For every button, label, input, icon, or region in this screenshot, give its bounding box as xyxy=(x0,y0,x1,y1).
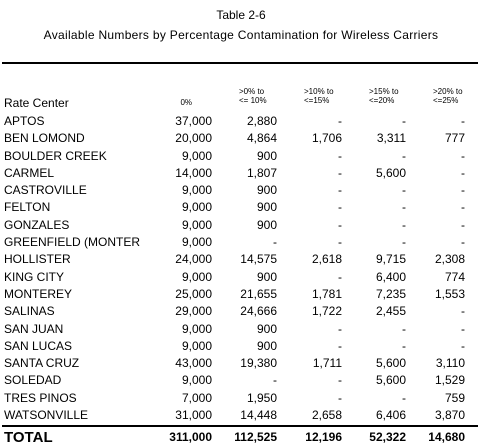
cell-0-to-10-percent: - xyxy=(273,373,277,388)
cell-0-to-10-percent: 4,864 xyxy=(246,131,277,146)
cell-10-to-15-percent: - xyxy=(338,165,342,180)
cell-15-to-20-percent: - xyxy=(402,235,406,250)
cell-0-to-10-percent: 900 xyxy=(256,200,277,215)
table-number: Table 2-6 xyxy=(216,8,266,22)
table-row xyxy=(0,321,482,338)
cell-0-percent: 14,000 xyxy=(175,165,212,180)
table-row xyxy=(0,217,482,234)
table-row xyxy=(0,148,482,165)
cell-20-to-25-percent: - xyxy=(461,321,465,336)
table-row xyxy=(0,407,482,424)
rate-center-name: SAN LUCAS xyxy=(4,338,73,353)
cell-0-to-10-percent: 900 xyxy=(256,269,277,284)
rate-center-name: GONZALES xyxy=(4,217,70,232)
cell-0-to-10-percent: 1,807 xyxy=(246,165,277,180)
header-line: >15% to xyxy=(369,87,399,96)
rate-center-name: TRES PINOS xyxy=(4,390,77,405)
cell-0-percent: 9,000 xyxy=(181,148,212,163)
cell-10-to-15-percent: - xyxy=(338,338,342,353)
rate-center-name: SAN JUAN xyxy=(4,321,64,336)
header-0-to-10-percent xyxy=(239,87,267,105)
cell-10-to-15-percent: 1,706 xyxy=(311,131,342,146)
table-row xyxy=(0,130,482,147)
cell-15-to-20-percent: - xyxy=(402,390,406,405)
cell-10-to-15-percent: - xyxy=(338,200,342,215)
header-rate-center: Rate Center xyxy=(4,96,69,110)
cell-15-to-20-percent: - xyxy=(402,183,406,198)
rate-center-name: GREENFIELD (MONTER xyxy=(4,235,141,250)
total-0-percent: 311,000 xyxy=(169,430,212,444)
header-0-percent: 0% xyxy=(180,98,192,107)
cell-10-to-15-percent: - xyxy=(338,148,342,163)
top-divider xyxy=(2,62,478,64)
header-line: >10% to xyxy=(304,87,334,96)
cell-0-percent: 9,000 xyxy=(181,217,212,232)
cell-20-to-25-percent: 3,110 xyxy=(435,356,465,371)
cell-15-to-20-percent: - xyxy=(402,148,406,163)
cell-0-percent: 31,000 xyxy=(175,408,212,423)
cell-0-percent: 25,000 xyxy=(175,286,212,301)
cell-20-to-25-percent: 1,553 xyxy=(434,286,465,301)
cell-0-to-10-percent: - xyxy=(273,235,277,250)
cell-0-percent: 9,000 xyxy=(181,321,212,336)
cell-15-to-20-percent: 5,600 xyxy=(375,373,406,388)
cell-20-to-25-percent: 777 xyxy=(444,131,465,146)
cell-0-percent: 20,000 xyxy=(175,131,212,146)
header-line: >0% to xyxy=(239,87,265,96)
cell-15-to-20-percent: 9,715 xyxy=(375,252,406,267)
table-row xyxy=(0,390,482,407)
cell-0-percent: 9,000 xyxy=(181,269,212,284)
cell-15-to-20-percent: - xyxy=(402,338,406,353)
cell-0-percent: 9,000 xyxy=(181,183,212,198)
table-row xyxy=(0,165,482,182)
cell-0-percent: 43,000 xyxy=(175,356,212,371)
cell-0-to-10-percent: 2,880 xyxy=(246,114,277,128)
cell-10-to-15-percent: - xyxy=(338,183,342,198)
cell-10-to-15-percent: - xyxy=(338,217,342,232)
total-label: TOTAL xyxy=(4,429,53,446)
cell-20-to-25-percent: - xyxy=(461,165,465,180)
cell-0-percent: 9,000 xyxy=(181,235,212,250)
cell-20-to-25-percent: - xyxy=(461,114,465,128)
cell-15-to-20-percent: 3,311 xyxy=(376,131,406,146)
cell-10-to-15-percent: - xyxy=(338,114,342,128)
rate-center-name: APTOS xyxy=(4,114,45,128)
cell-20-to-25-percent: - xyxy=(461,338,465,353)
cell-10-to-15-percent: - xyxy=(338,321,342,336)
cell-15-to-20-percent: 7,235 xyxy=(375,286,406,301)
cell-0-to-10-percent: 900 xyxy=(256,338,277,353)
cell-20-to-25-percent: 759 xyxy=(444,390,465,405)
cell-10-to-15-percent: 1,722 xyxy=(311,304,342,319)
cell-0-percent: 9,000 xyxy=(181,200,212,215)
cell-10-to-15-percent: - xyxy=(338,269,342,284)
table-row xyxy=(0,355,482,372)
rate-center-name: SALINAS xyxy=(4,304,55,319)
rate-center-name: BEN LOMOND xyxy=(4,131,85,146)
cell-0-to-10-percent: 1,950 xyxy=(246,390,277,405)
cell-15-to-20-percent: - xyxy=(402,200,406,215)
header-line: <=25% xyxy=(433,96,459,105)
cell-15-to-20-percent: - xyxy=(402,217,406,232)
rate-center-name: CASTROVILLE xyxy=(4,183,87,198)
total-divider xyxy=(2,425,478,427)
cell-0-percent: 24,000 xyxy=(175,252,212,267)
cell-10-to-15-percent: - xyxy=(338,373,342,388)
cell-10-to-15-percent: - xyxy=(338,235,342,250)
cell-0-percent: 9,000 xyxy=(181,373,212,388)
cell-10-to-15-percent: 2,618 xyxy=(311,252,342,267)
table-row xyxy=(0,286,482,303)
cell-0-to-10-percent: 900 xyxy=(256,148,277,163)
rate-center-name: SANTA CRUZ xyxy=(4,356,80,371)
cell-0-to-10-percent: 900 xyxy=(256,183,277,198)
cell-15-to-20-percent: 2,455 xyxy=(375,304,406,319)
header-line: <=20% xyxy=(369,96,395,105)
cell-0-to-10-percent: 14,575 xyxy=(240,252,277,267)
cell-10-to-15-percent: 1,711 xyxy=(312,356,342,371)
header-15-to-20-percent xyxy=(369,87,399,105)
cell-15-to-20-percent: 5,600 xyxy=(375,356,406,371)
rate-center-name: BOULDER CREEK xyxy=(4,148,107,163)
table-body xyxy=(0,113,482,424)
cell-15-to-20-percent: 6,400 xyxy=(375,269,406,284)
rate-center-name: WATSONVILLE xyxy=(4,408,89,423)
rate-center-name: KING CITY xyxy=(4,269,65,284)
header-line: >20% to xyxy=(433,87,463,96)
cell-0-to-10-percent: 24,666 xyxy=(240,304,277,319)
cell-20-to-25-percent: - xyxy=(461,235,465,250)
cell-20-to-25-percent: - xyxy=(461,148,465,163)
cell-15-to-20-percent: 5,600 xyxy=(375,165,406,180)
cell-20-to-25-percent: - xyxy=(461,217,465,232)
total-15-to-20-percent: 52,322 xyxy=(369,430,406,444)
cell-20-to-25-percent: - xyxy=(461,183,465,198)
cell-10-to-15-percent: 2,658 xyxy=(311,408,342,423)
table-caption: Available Numbers by Percentage Contamination for Wireless Carriers xyxy=(43,28,439,42)
table-row xyxy=(0,113,482,130)
total-10-to-15-percent: 12,196 xyxy=(305,430,342,444)
cell-10-to-15-percent: 1,781 xyxy=(311,286,342,301)
cell-15-to-20-percent: 6,406 xyxy=(375,408,406,423)
header-10-to-15-percent xyxy=(304,87,334,105)
cell-0-percent: 9,000 xyxy=(181,338,212,353)
total-0-to-10-percent: 112,525 xyxy=(234,430,277,444)
cell-20-to-25-percent: 774 xyxy=(444,269,465,284)
rate-center-name: HOLLISTER xyxy=(4,252,71,267)
cell-0-to-10-percent: 900 xyxy=(256,217,277,232)
table-row xyxy=(0,269,482,286)
table-row xyxy=(0,251,482,268)
total-row xyxy=(0,428,482,447)
cell-0-to-10-percent: 21,655 xyxy=(240,286,277,301)
header-line: <=15% xyxy=(304,96,330,105)
table-row xyxy=(0,372,482,389)
header-line: <= 10% xyxy=(239,96,267,105)
rate-center-name: SOLEDAD xyxy=(4,373,62,388)
cell-0-percent: 37,000 xyxy=(175,114,212,128)
cell-0-percent: 7,000 xyxy=(181,390,212,405)
header-20-to-25-percent xyxy=(433,87,463,105)
rate-center-name: FELTON xyxy=(4,200,51,215)
cell-20-to-25-percent: - xyxy=(461,200,465,215)
table-row xyxy=(0,234,482,251)
cell-0-to-10-percent: 19,380 xyxy=(240,356,277,371)
cell-0-to-10-percent: 900 xyxy=(256,321,277,336)
table-row xyxy=(0,182,482,199)
table-row xyxy=(0,199,482,216)
cell-15-to-20-percent: - xyxy=(402,321,406,336)
cell-20-to-25-percent: - xyxy=(461,304,465,319)
cell-15-to-20-percent: - xyxy=(402,114,406,128)
rate-center-name: MONTEREY xyxy=(4,286,73,301)
total-20-to-25-percent: 14,680 xyxy=(428,430,465,444)
cell-20-to-25-percent: 3,870 xyxy=(434,408,465,423)
cell-0-percent: 29,000 xyxy=(175,304,212,319)
cell-0-to-10-percent: 14,448 xyxy=(240,408,277,423)
cell-20-to-25-percent: 1,529 xyxy=(434,373,465,388)
table-row xyxy=(0,303,482,320)
rate-center-name: CARMEL xyxy=(4,165,55,180)
cell-20-to-25-percent: 2,308 xyxy=(434,252,465,267)
cell-10-to-15-percent: - xyxy=(338,390,342,405)
table-row xyxy=(0,338,482,355)
